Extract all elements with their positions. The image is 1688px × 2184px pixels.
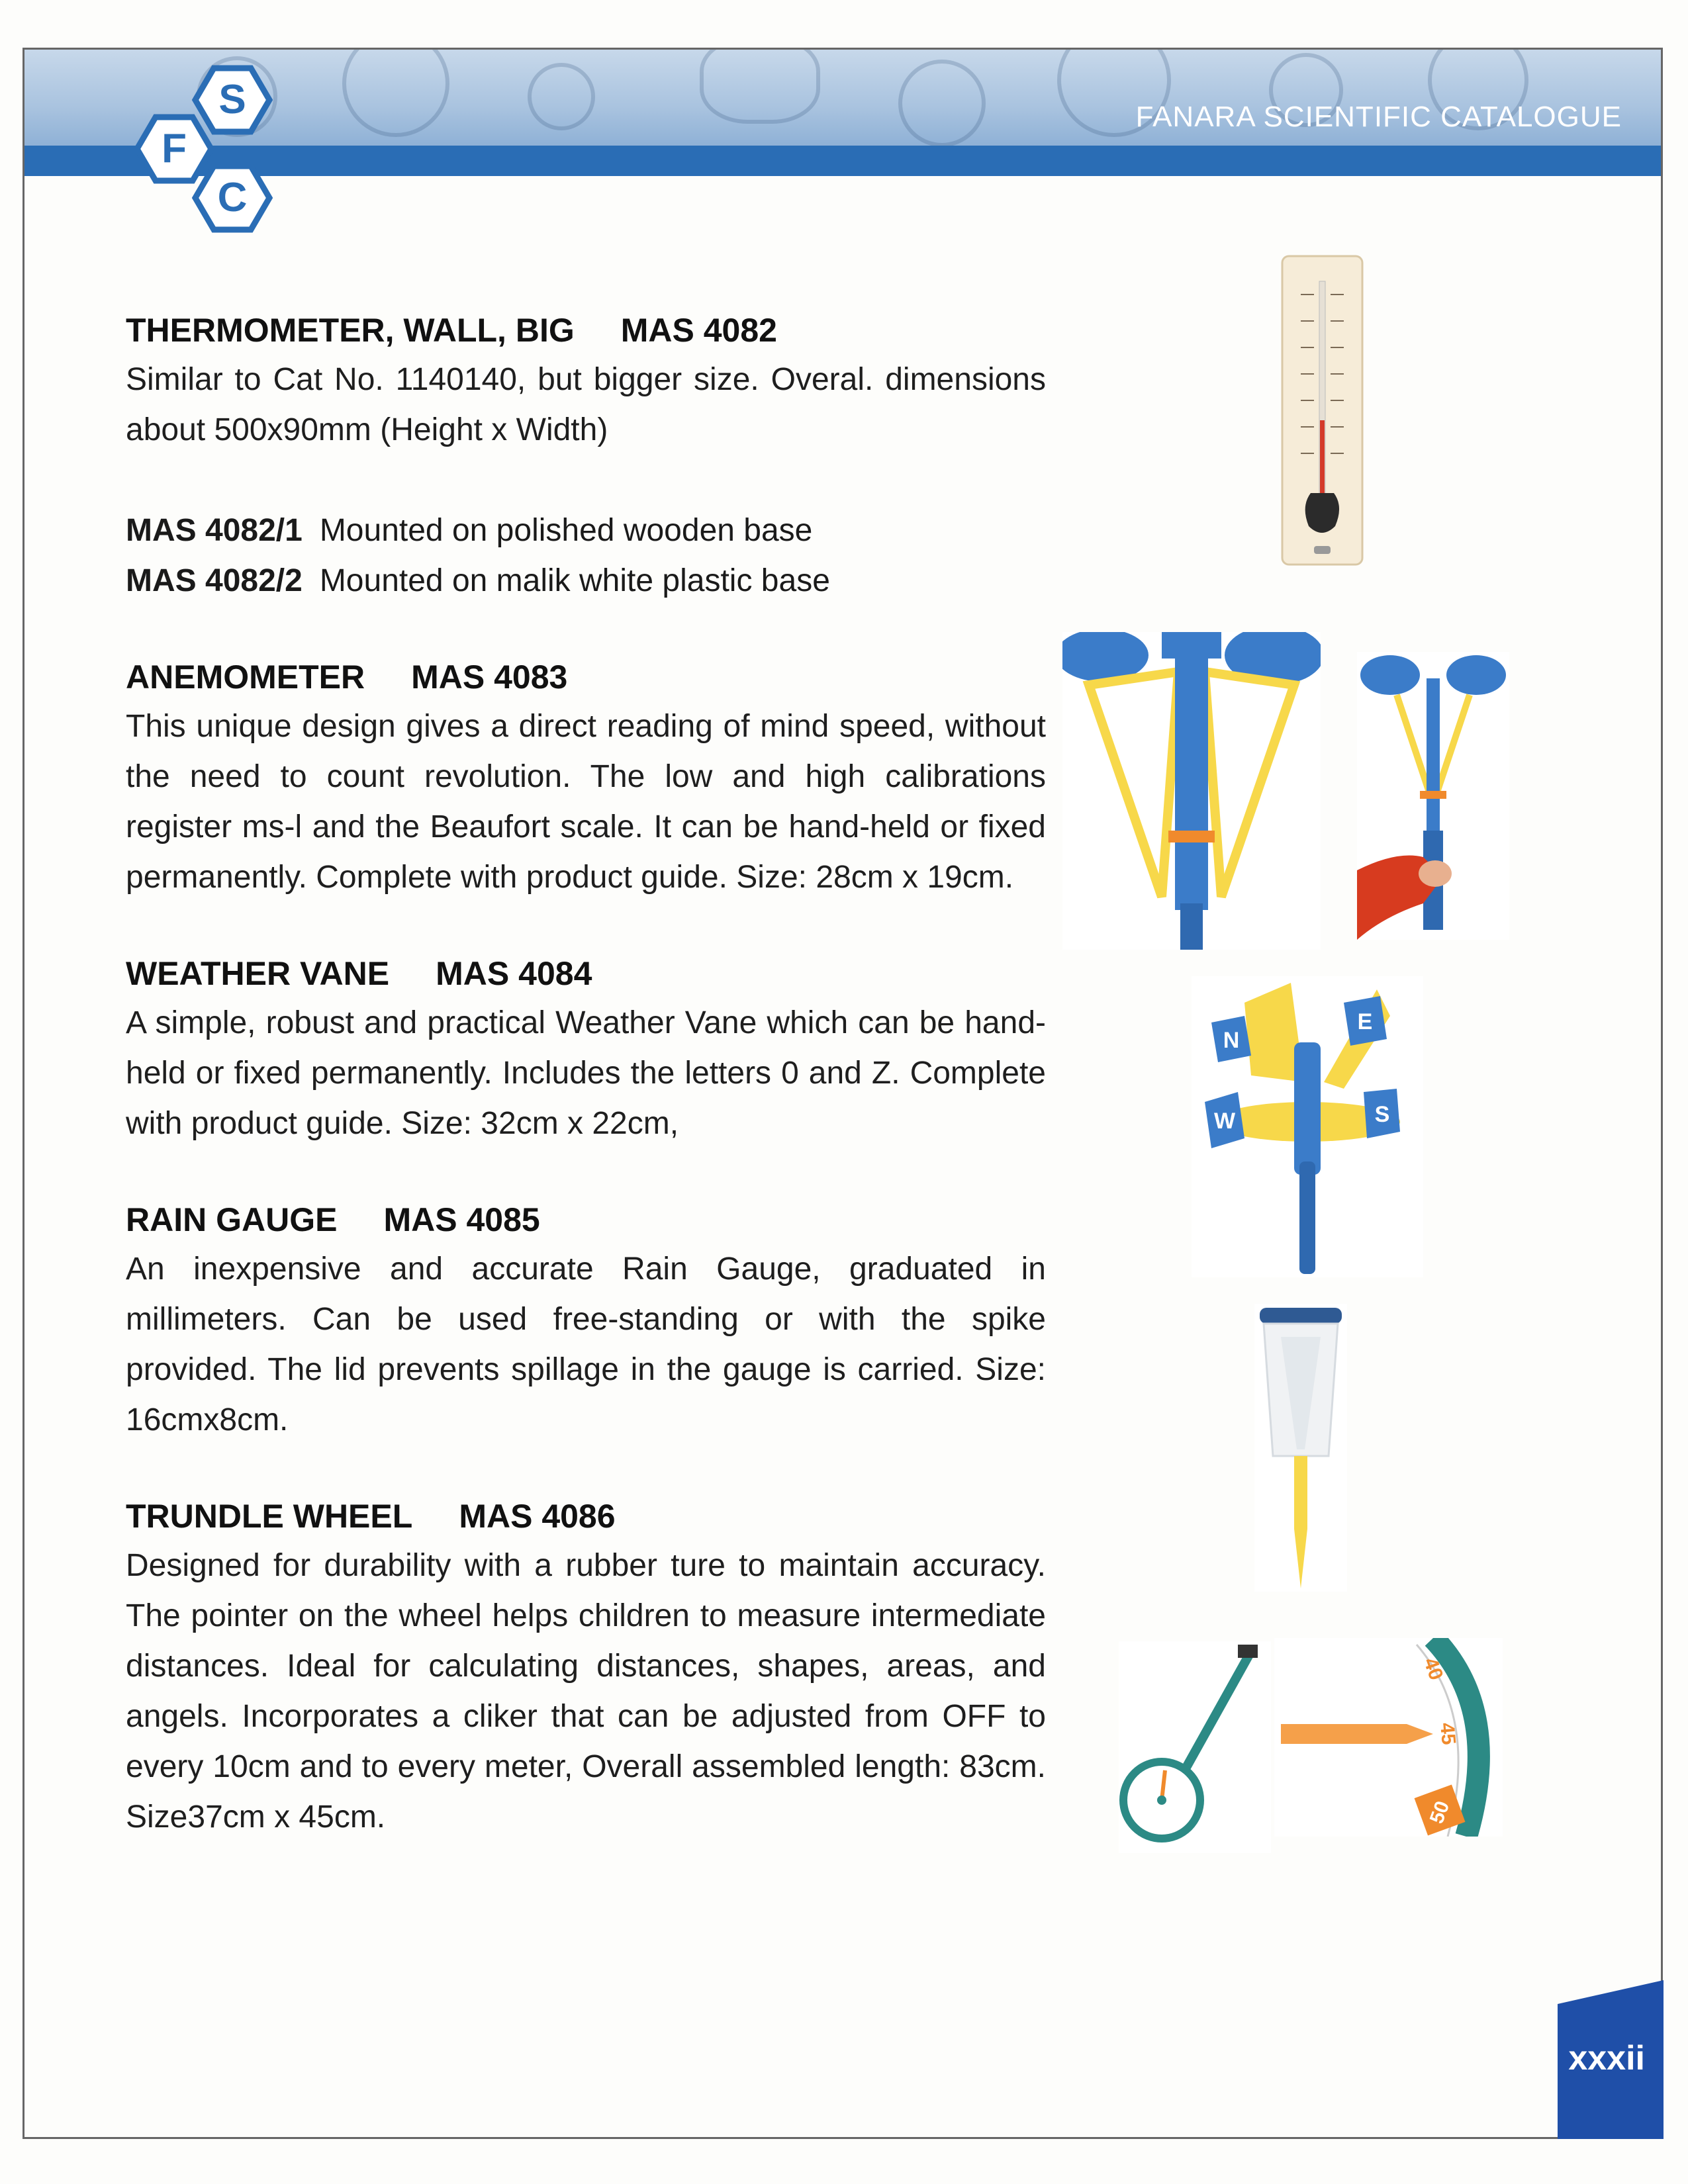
- vane-letter-s: S: [1374, 1102, 1390, 1127]
- logo-hexagon-f: [137, 117, 211, 181]
- dial-label-40: 40: [1419, 1655, 1448, 1684]
- svg-text:F: F: [162, 126, 187, 171]
- product-name: RAIN GAUGE: [126, 1201, 338, 1238]
- anemometer-handheld-image: [1357, 652, 1509, 940]
- section-heading: [126, 653, 1046, 702]
- vane-letter-w: W: [1213, 1109, 1236, 1134]
- trundle-dial-closeup-image: [1274, 1638, 1503, 1837]
- fsc-logo: [129, 63, 295, 242]
- product-name: TRUNDLE WHEEL: [126, 1498, 413, 1535]
- variant-text: Mounted on malik white plastic base: [319, 563, 830, 598]
- variant-text: Mounted on polished wooden base: [319, 513, 813, 548]
- anemometer-closeup-image: [1062, 632, 1321, 950]
- svg-text:S: S: [218, 77, 246, 122]
- dial-label-45: 45: [1436, 1721, 1460, 1746]
- product-description: Designed for durability with a rubber ture to maintain accuracy. The pointer on the wheel helps children to measure intermediate distances. Ideal for calculating distances, shapes, areas, and angels. Incorporates a cliker that can be adjusted from OFF to every 10cm and to every meter, Overall assembled length: 83cm. Size37cm x 45cm.: [126, 1548, 1046, 1835]
- weather-vane-image: [1192, 976, 1423, 1277]
- product-code: MAS 4084: [436, 955, 592, 992]
- trundle-wheel-image: [1119, 1641, 1271, 1853]
- section-heading: [126, 949, 1046, 998]
- catalogue-title: FANARA SCIENTIFIC CATALOGUE: [1135, 101, 1622, 133]
- section-heading: [126, 1195, 1046, 1244]
- product-code: MAS 4085: [383, 1201, 540, 1238]
- product-description: An inexpensive and accurate Rain Gauge, graduated in millimeters. Can be used free-standing or with the spike provided. The lid prevents spillage in the gauge is carried. Size: 16cmx8cm.: [126, 1251, 1046, 1437]
- section-trundle-wheel: [126, 1492, 1046, 1843]
- logo-hexagon-s: [195, 68, 269, 132]
- section-anemometer: [126, 653, 1046, 903]
- thermometer-image: [1281, 255, 1364, 566]
- product-code: MAS 4083: [411, 659, 568, 696]
- variant-code: MAS 4082/2: [126, 563, 303, 598]
- catalogue-content: [126, 306, 1046, 1889]
- product-description: This unique design gives a direct reading of mind speed, without the need to count revolution. The low and high calibrations register ms-l and the Beaufort scale. It can be hand-held or fixed permanently. Complete with product guide. Size: 28cm x 19cm.: [126, 709, 1046, 895]
- product-code: MAS 4082: [620, 312, 777, 349]
- product-description: A simple, robust and practical Weather Vane which can be hand-held or fixed permanently. Includes the letters 0 and Z. Complete with product guide. Size: 32cm x 22cm,: [126, 1005, 1046, 1141]
- dial-label-50: 50: [1425, 1798, 1454, 1827]
- rain-gauge-image: [1254, 1304, 1347, 1592]
- section-rain-gauge: [126, 1195, 1046, 1445]
- vane-letter-n: N: [1223, 1028, 1240, 1053]
- product-description: Similar to Cat No. 1140140, but bigger size. Overal. dimensions about 500x90mm (Height x Width): [126, 362, 1046, 447]
- section-heading: [126, 1492, 1046, 1541]
- product-code: MAS 4086: [459, 1498, 616, 1535]
- logo-hexagon-c: [195, 166, 269, 230]
- section-weather-vane: [126, 949, 1046, 1149]
- section-heading: [126, 306, 1046, 355]
- section-thermometer: [126, 306, 1046, 606]
- vane-letter-e: E: [1357, 1009, 1373, 1034]
- variant-line: [126, 556, 1046, 606]
- product-name: WEATHER VANE: [126, 955, 390, 992]
- svg-text:C: C: [217, 175, 248, 220]
- product-name: THERMOMETER, WALL, BIG: [126, 312, 575, 349]
- product-name: ANEMOMETER: [126, 659, 365, 696]
- variant-code: MAS 4082/1: [126, 513, 303, 548]
- variant-line: [126, 506, 1046, 556]
- page-number: xxxii: [1568, 2039, 1645, 2077]
